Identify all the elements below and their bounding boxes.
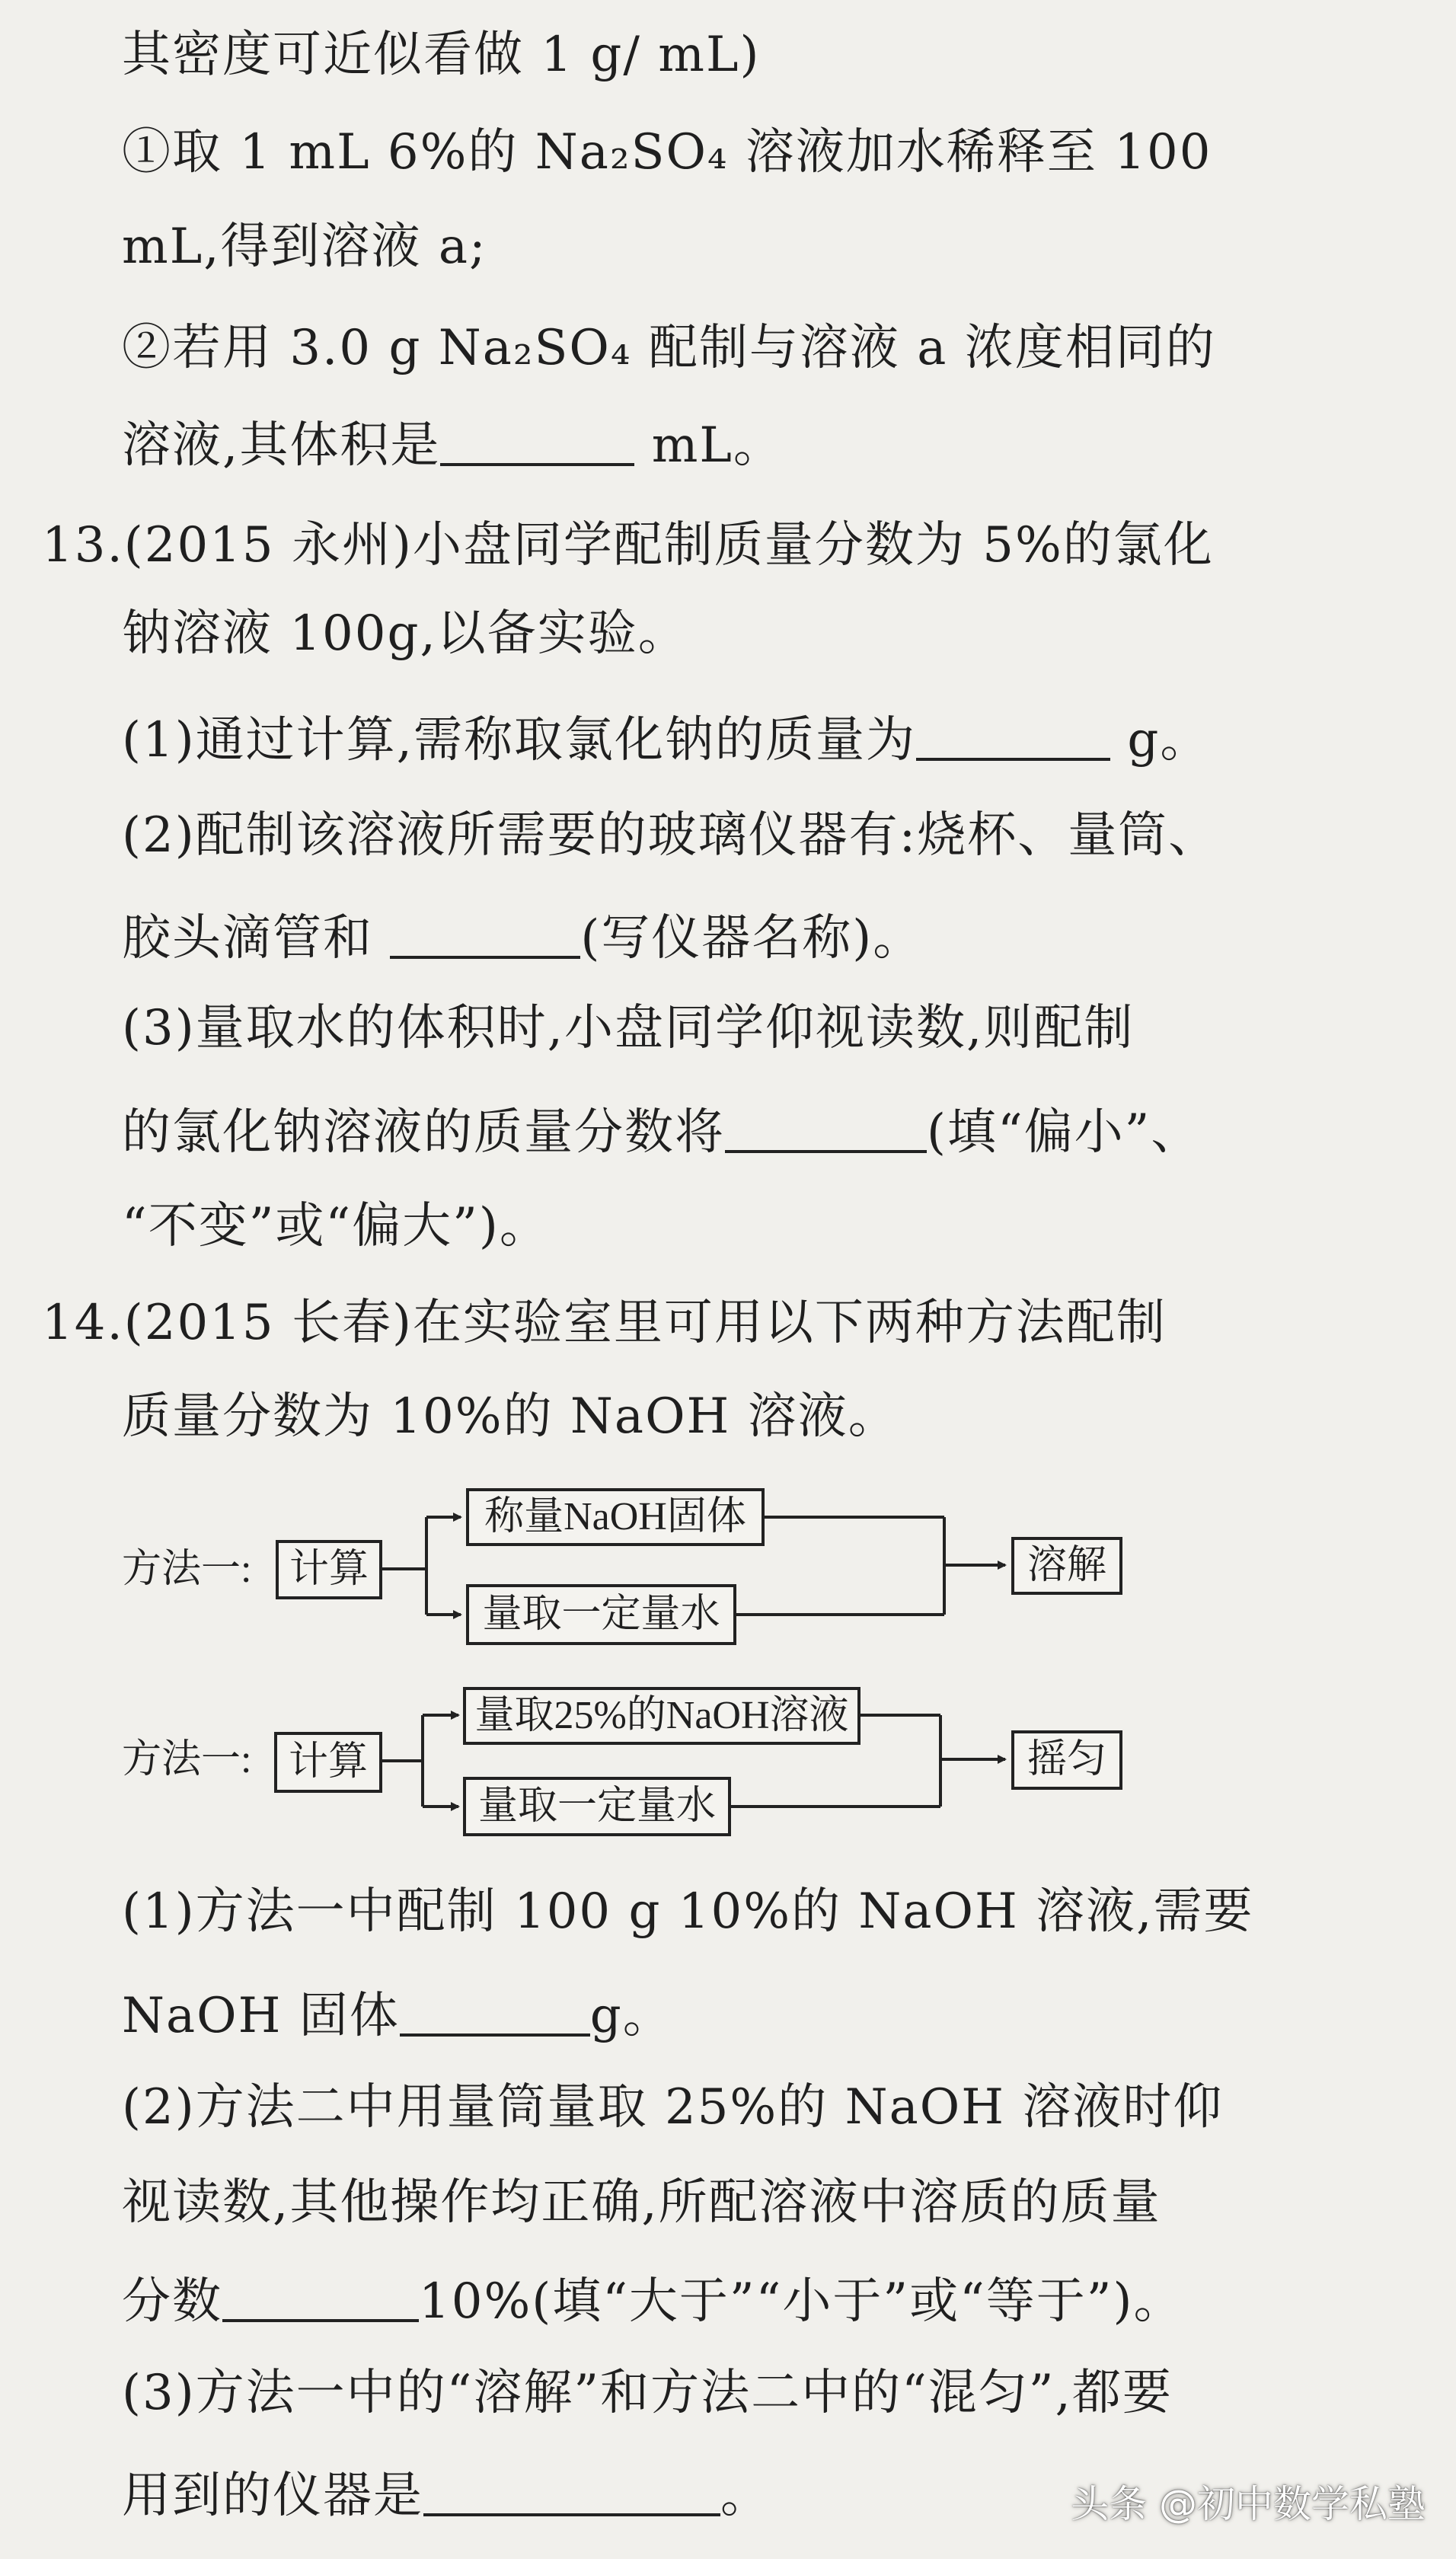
- text-line: [122, 2273, 1184, 2330]
- text-segment: (填“偏小”、: [927, 1104, 1202, 1161]
- text-line: 其密度可近似看做 1 g/ mL): [122, 27, 761, 83]
- method1-dissolve-box: 溶解: [1011, 1537, 1122, 1595]
- text-line: 视读数,其他操作均正确,所配溶液中溶质的质量: [122, 2174, 1161, 2231]
- text-line: [122, 1104, 1202, 1161]
- text-line: mL,得到溶液 a;: [122, 219, 487, 275]
- text-line: 质量分数为 10%的 NaOH 溶液。: [122, 1388, 899, 1445]
- text-line: (2)配制该溶液所需要的玻璃仪器有:烧杯、量筒、: [122, 807, 1219, 864]
- text-line: ①取 1 mL 6%的 Na₂SO₄ 溶液加水稀释至 100: [122, 124, 1212, 181]
- answer-blank: [423, 2468, 720, 2516]
- answer-blank: [440, 417, 634, 466]
- method1-label: 方法一:: [122, 1548, 252, 1591]
- text-line: (1)方法一中配制 100 g 10%的 NaOH 溶液,需要: [122, 1883, 1254, 1940]
- text-segment: (1)通过计算,需称取氯化钠的质量为: [122, 712, 916, 768]
- answer-blank: [222, 2273, 419, 2322]
- text-line: [122, 417, 784, 474]
- text-segment: NaOH 固体: [122, 1988, 400, 2044]
- text-line: (3)方法一中的“溶解”和方法二中的“混匀”,都要: [122, 2365, 1173, 2421]
- question-14-heading: 14.(2015 长春)在实验室里可用以下两种方法配制: [42, 1295, 1167, 1351]
- text-segment: 用到的仪器是: [122, 2468, 423, 2524]
- flow-diagram: [114, 1470, 1150, 1828]
- text-line: (2)方法二中用量筒量取 25%的 NaOH 溶液时仰: [122, 2079, 1224, 2136]
- answer-blank: [725, 1104, 927, 1153]
- text-segment: 10%(填“大于”“小于”或“等于”)。: [419, 2273, 1184, 2330]
- method2-measure-solution-box: 量取25%的NaOH溶液: [463, 1687, 861, 1745]
- method2-shake-box: 摇匀: [1011, 1730, 1122, 1790]
- text-line: [122, 2468, 771, 2524]
- method1-calc-box: 计算: [276, 1540, 382, 1599]
- text-segment: mL。: [651, 417, 784, 474]
- text-line: ②若用 3.0 g Na₂SO₄ 配制与溶液 a 浓度相同的: [122, 320, 1216, 376]
- text-segment: g。: [1127, 712, 1211, 768]
- answer-blank: [916, 712, 1110, 761]
- text-segment: 胶头滴管和: [122, 910, 373, 966]
- text-line: [122, 910, 924, 966]
- watermark: 头条 @初中数学私塾: [1071, 2482, 1426, 2526]
- text-segment: (写仪器名称)。: [580, 910, 924, 966]
- text-line: 钠溶液 100g,以备实验。: [122, 605, 688, 662]
- method2-water-box: 量取一定量水: [463, 1777, 731, 1836]
- question-13-heading: 13.(2015 永州)小盘同学配制质量分数为 5%的氯化: [42, 517, 1214, 573]
- text-segment: 分数: [122, 2273, 222, 2330]
- text-segment: 溶液,其体积是: [122, 417, 441, 474]
- text-line: “不变”或“偏大”)。: [122, 1198, 550, 1254]
- text-segment: 的氯化钠溶液的质量分数将: [122, 1104, 725, 1161]
- text-line: [122, 712, 1211, 768]
- method1-weigh-box: 称量NaOH固体: [466, 1488, 765, 1546]
- text-line: [122, 1988, 673, 2044]
- answer-blank: [400, 1988, 590, 2037]
- text-line: (3)量取水的体积时,小盘同学仰视读数,则配制: [122, 1000, 1135, 1056]
- text-segment: 。: [720, 2468, 771, 2524]
- method2-label: 方法一:: [122, 1738, 252, 1781]
- method1-water-box: 量取一定量水: [466, 1584, 736, 1645]
- answer-blank: [390, 910, 580, 959]
- text-segment: g。: [589, 1988, 673, 2044]
- method2-calc-box: 计算: [274, 1732, 382, 1793]
